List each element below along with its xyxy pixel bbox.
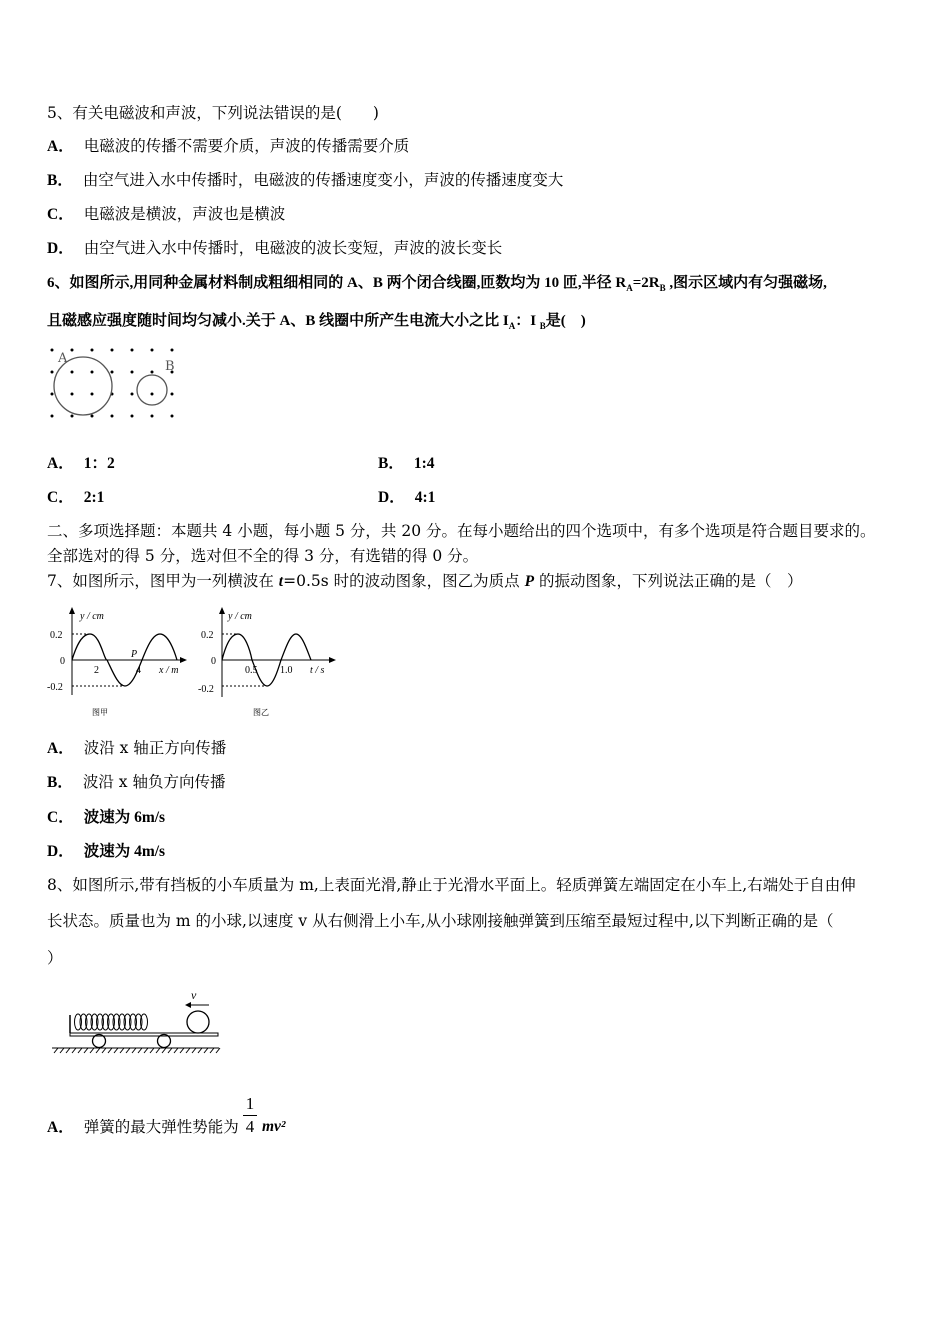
field-dot — [111, 371, 114, 374]
ground-hatch — [66, 1048, 70, 1053]
svg-text:v: v — [191, 988, 197, 1002]
field-dot — [131, 371, 134, 374]
svg-text:y / cm: y / cm — [228, 611, 252, 622]
ground-hatch — [198, 1048, 202, 1053]
cart-spring-ball-figure — [44, 980, 224, 1055]
field-dot — [111, 415, 114, 418]
fraction-one-quarter: $\frac{1}{4}$ — [243, 1093, 257, 1138]
field-dot — [171, 393, 174, 396]
svg-text:0: 0 — [60, 656, 65, 667]
q5-option-d: D． 由空气进入水中传播时，电磁波的波长变短，声波的波长变长 — [47, 239, 503, 257]
ground-hatch — [138, 1048, 142, 1053]
q8-option-a: A． 弹簧的最大弹性势能为 — [47, 1118, 239, 1136]
ground-hatch — [72, 1048, 76, 1053]
q8-stem-line3: ） — [47, 949, 63, 967]
ground-hatch — [174, 1048, 178, 1053]
svg-text:-0.2: -0.2 — [47, 682, 63, 693]
q8-option-a-expression: mv² — [262, 1118, 286, 1135]
field-dot — [91, 393, 94, 396]
section2-heading-line2: 全部选对的得 5 分，选对但不全的得 3 分，有选错的得 0 分。 — [47, 547, 479, 565]
ground-hatch — [120, 1048, 124, 1053]
field-dot — [131, 349, 134, 352]
svg-text:0.2: 0.2 — [201, 630, 214, 641]
wave-graph-jia — [44, 605, 194, 720]
ground-hatch — [114, 1048, 118, 1053]
svg-text:图甲: 图甲 — [92, 708, 108, 717]
ground-hatch — [150, 1048, 154, 1053]
svg-text:P: P — [131, 649, 138, 660]
ground-hatch — [108, 1048, 112, 1053]
svg-text:0: 0 — [211, 656, 216, 667]
q8-stem-line1: 8、如图所示,带有挡板的小车质量为 m,上表面光滑,静止于光滑水平面上。轻质弹簧左端固定在小车上,右端处于自由伸 — [47, 876, 856, 894]
q5-stem: 5、有关电磁波和声波，下列说法错误的是( ) — [47, 104, 379, 122]
svg-text:y / cm: y / cm — [80, 611, 104, 622]
field-dot — [151, 393, 154, 396]
q5-option-a: A． 电磁波的传播不需要介质，声波的传播需要介质 — [47, 137, 410, 155]
ground-hatch — [54, 1048, 58, 1053]
field-dot — [171, 415, 174, 418]
field-dot — [151, 371, 154, 374]
svg-text:0.5: 0.5 — [245, 665, 258, 676]
svg-text:B: B — [165, 359, 175, 374]
ground-hatch — [216, 1048, 220, 1053]
field-dot — [51, 393, 54, 396]
vibration-graph-yi — [195, 605, 345, 720]
field-dot — [131, 415, 134, 418]
ground-hatch — [156, 1048, 160, 1053]
field-dot — [91, 371, 94, 374]
ground-hatch — [126, 1048, 130, 1053]
ground-hatch — [132, 1048, 136, 1053]
ground-hatch — [186, 1048, 190, 1053]
svg-text:4: 4 — [136, 665, 141, 676]
field-dot — [71, 393, 74, 396]
field-dot — [171, 349, 174, 352]
svg-text:x / m: x / m — [159, 665, 179, 676]
field-dot — [151, 415, 154, 418]
ground-hatch — [192, 1048, 196, 1053]
field-dot — [51, 349, 54, 352]
ground-hatch — [78, 1048, 82, 1053]
field-dot — [51, 415, 54, 418]
q5-option-c: C． 电磁波是横波，声波也是横波 — [47, 205, 286, 223]
q6-option-a: A． 1：2 — [47, 455, 115, 472]
svg-text:1.0: 1.0 — [280, 665, 293, 676]
q7-option-c: C． 波速为 6m/s — [47, 809, 166, 826]
field-dot — [51, 371, 54, 374]
ground-hatch — [96, 1048, 100, 1053]
field-dot — [71, 349, 74, 352]
q6-option-d: D． 4:1 — [378, 489, 436, 506]
q6-stem-line1: 6、如图所示,用同种金属材料制成粗细相同的 A、B 两个闭合线圈,匝数均为 10 匝,半径 $R_A=2R_B$ ,图示区域内有匀强磁场, — [47, 275, 827, 293]
section2-heading-line1: 二、多项选择题：本题共 4 小题，每小题 5 分，共 20 分。在每小题给出的四个选项中，有多个选项是符合题目要求的。 — [47, 522, 876, 540]
ground-hatch — [102, 1048, 106, 1053]
ground-hatch — [204, 1048, 208, 1053]
field-dot — [111, 349, 114, 352]
field-dot — [71, 371, 74, 374]
q8-stem-line2: 长状态。质量也为 m 的小球,以速度 v 从右侧滑上小车,从小球刚接触弹簧到压缩至最短过程中,以下判断正确的是（ — [47, 912, 834, 930]
q5-option-b: B． 由空气进入水中传播时，电磁波的传播速度变小，声波的传播速度变大 — [47, 171, 564, 189]
magnetic-field-coils-figure — [44, 342, 184, 422]
field-dot — [91, 415, 94, 418]
q6-stem-line2: 且磁感应强度随时间均匀减小.关于 A、B 线圈中所产生电流大小之比 $I_A$：I $_B$是( ) — [47, 313, 586, 331]
ground-hatch — [180, 1048, 184, 1053]
ground-hatch — [210, 1048, 214, 1053]
svg-text:t / s: t / s — [310, 665, 325, 676]
svg-text:2: 2 — [94, 665, 99, 676]
q7-option-b: B． 波沿 x 轴负方向传播 — [47, 773, 226, 791]
ground-hatch — [168, 1048, 172, 1053]
svg-text:图乙: 图乙 — [253, 708, 269, 717]
ground-hatch — [144, 1048, 148, 1053]
svg-text:-0.2: -0.2 — [198, 684, 214, 695]
q7-option-d: D． 波速为 4m/s — [47, 843, 166, 860]
ground-hatch — [60, 1048, 64, 1053]
ground-hatch — [84, 1048, 88, 1053]
svg-text:A: A — [58, 351, 68, 366]
q6-option-c: C． 2:1 — [47, 489, 105, 506]
field-dot — [131, 393, 134, 396]
q6-option-b: B． 1:4 — [378, 455, 435, 472]
ground-hatch — [162, 1048, 166, 1053]
q7-stem: 7、如图所示，图甲为一列横波在 t=0.5s 时的波动图象，图乙为质点 P 的振动图象，下列说法正确的是（ ） — [47, 572, 803, 590]
field-dot — [71, 415, 74, 418]
field-dot — [91, 349, 94, 352]
field-dot — [151, 349, 154, 352]
ground-hatch — [90, 1048, 94, 1053]
q7-option-a: A． 波沿 x 轴正方向传播 — [47, 739, 227, 757]
svg-text:0.2: 0.2 — [50, 630, 63, 641]
